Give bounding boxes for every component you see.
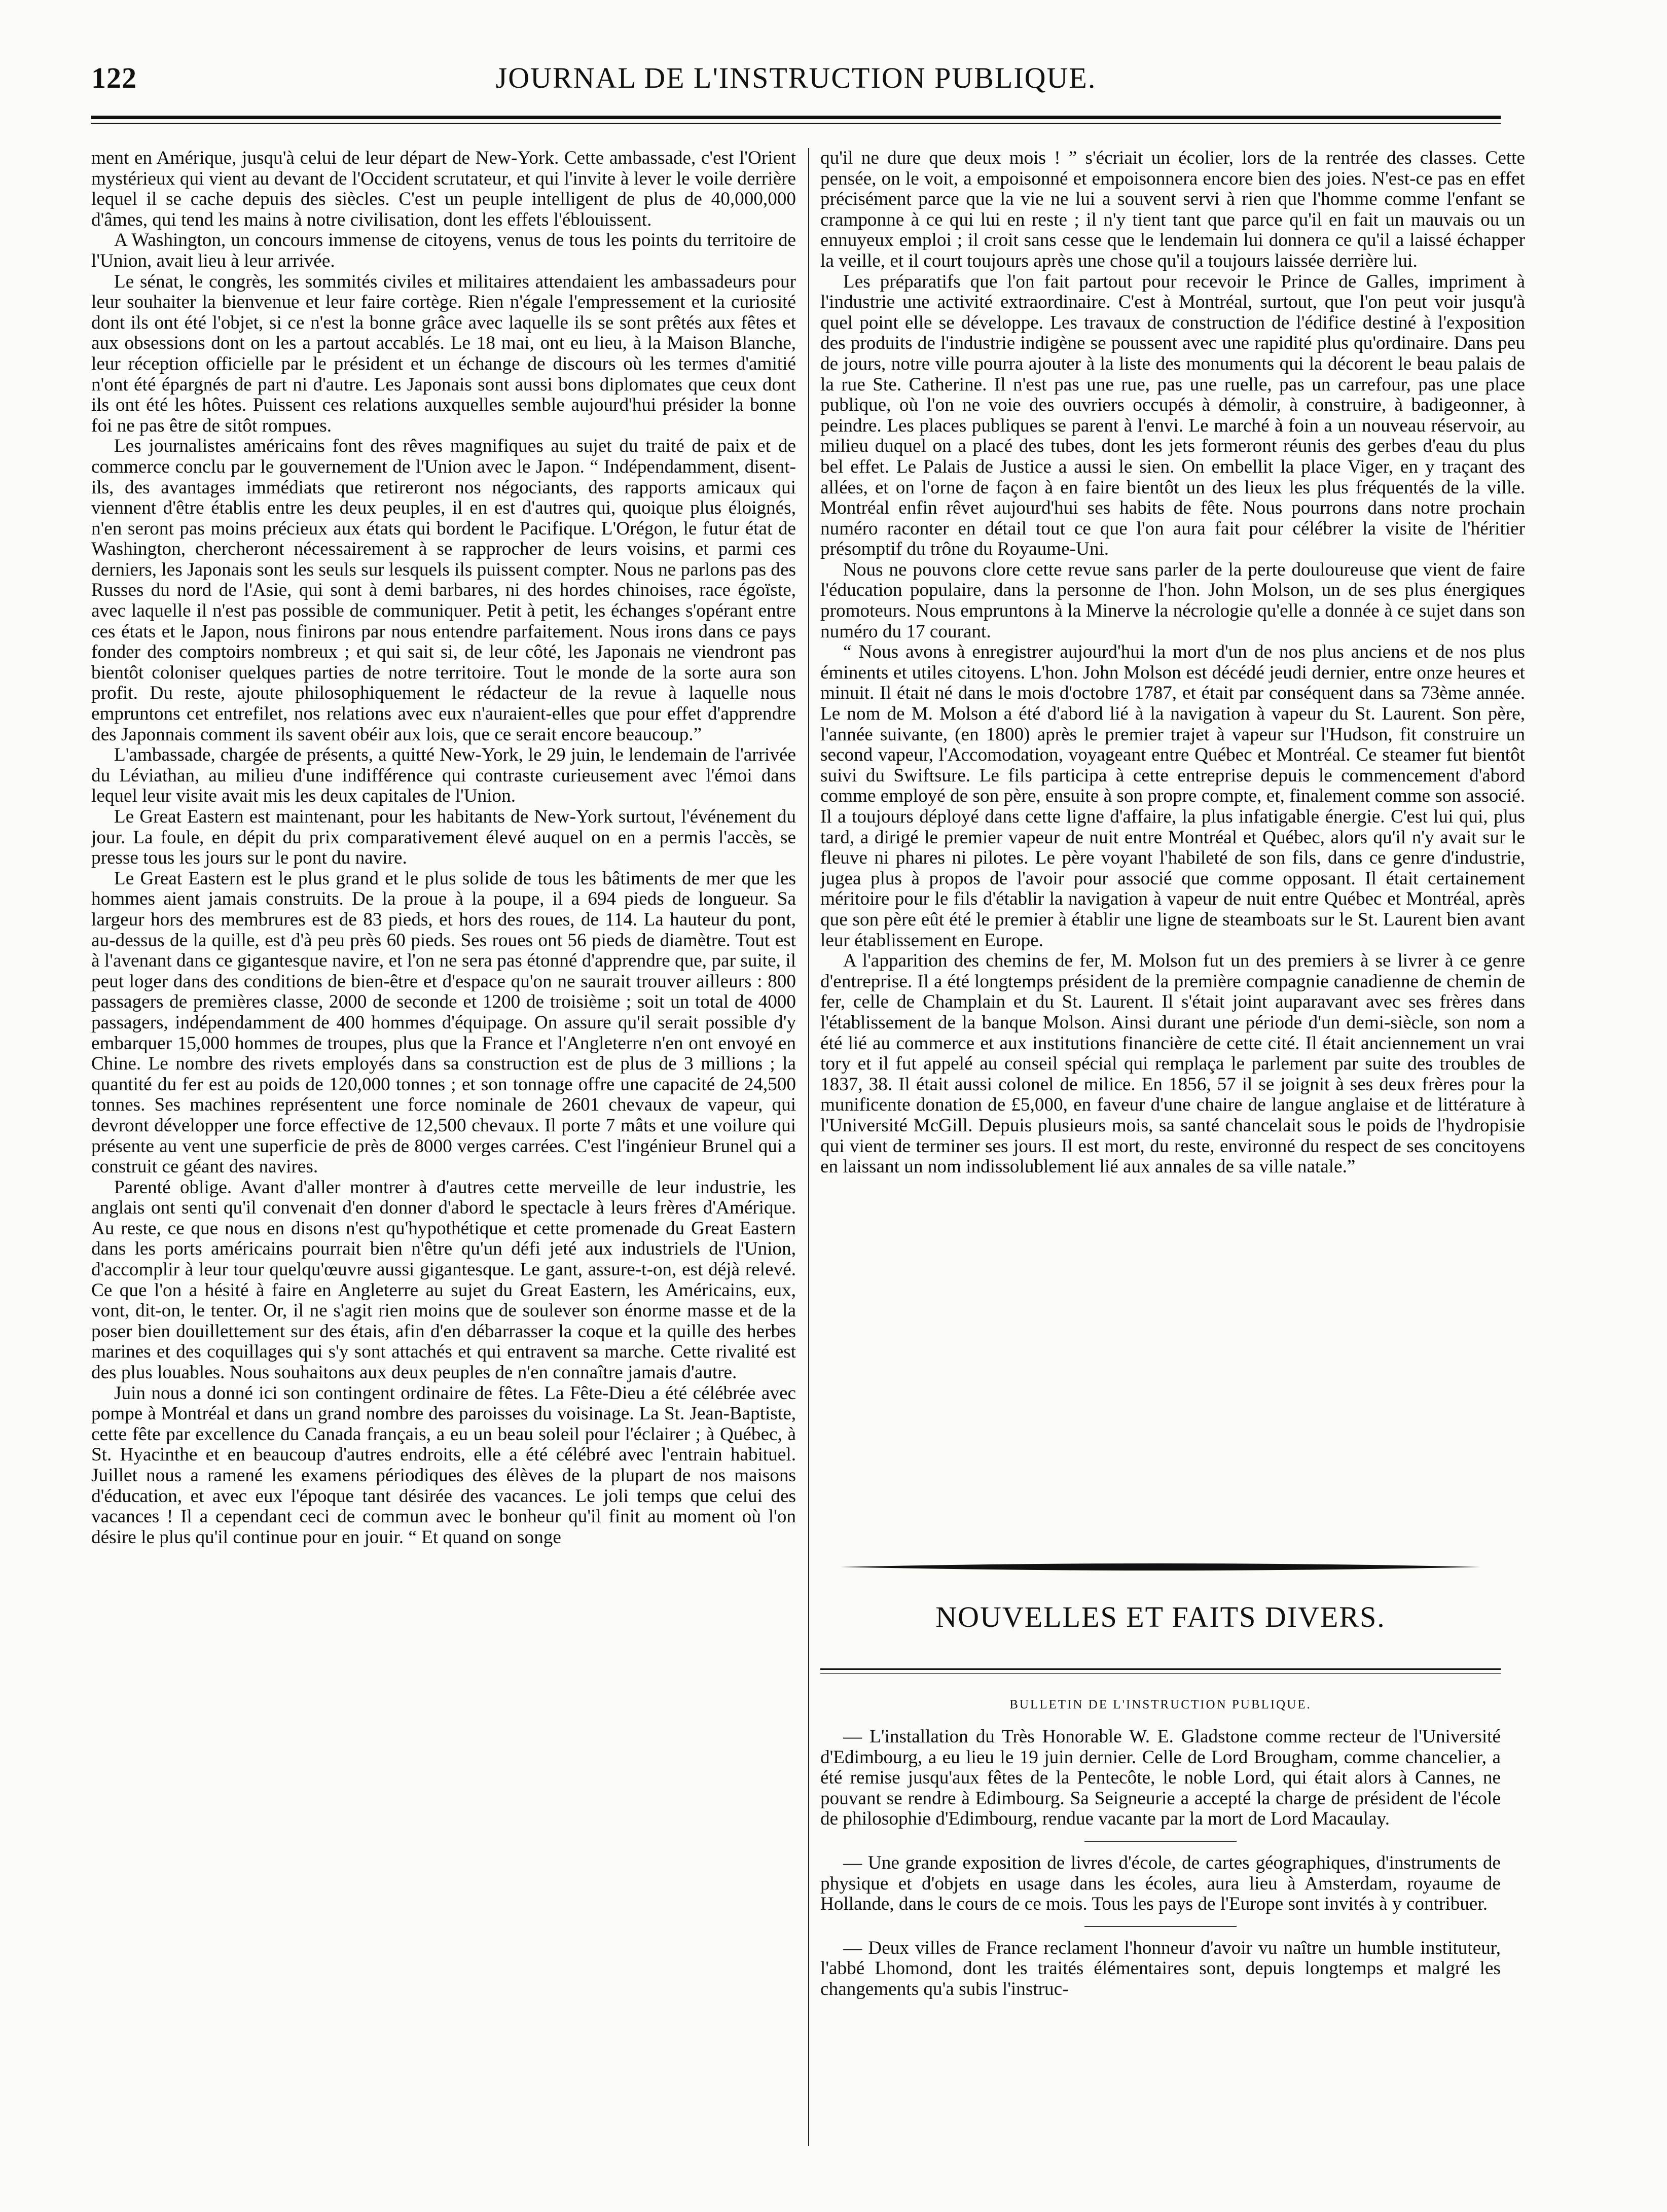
right-column <box>820 148 1525 1474</box>
paragraph: Parenté oblige. Avant d'aller montrer à d'autres cette merveille de leur industrie, les anglais ont senti qu'il convenait d'en donner d'abord le spectacle à leurs frères d'Amérique. Au reste, ce que nous en disons n'est qu'hypothétique et cette promenade du Great Eastern dans les ports américains pourrait bien n'être qu'un défi jeté aux industriels de l'Union, d'accomplir à leur tour quelqu'œuvre aussi gigantesque. Le gant, assure-t-on, est déjà relevé. Ce que l'on a hésité à faire en Angleterre au sujet du Great Eastern, les Américains, eux, vont, dit-on, le tenter. Or, il ne s'agit rien moins que de soulever son énorme masse et de la poser bien douillettement sur des étais, afin d'en débarrasser la coque et la quille des herbes marines et des coquillages qui s'y sont attachés et qui entravent sa marche. Cette rivalité est des plus louables. Nous souhaitons aux deux peuples de n'en connaître jamais d'autre. <box>91 1176 796 1383</box>
section-rule-bottom <box>820 1673 1501 1674</box>
paragraph: “ Nous avons à enregistrer aujourd'hui la mort d'un de nos plus anciens et de nos plus éminents et utiles citoyens. L'hon. John Molson est décédé jeudi dernier, entre onze heures et minuit. Il était né dans le mois d'octobre 1787, et était par conséquent dans sa 73ème année. Le nom de M. Molson a été d'abord lié à la navigation à vapeur du St. Laurent. Son père, l'année suivante, (en 1800) après le premier trajet à vapeur sur l'Hudson, fit construire un second vapeur, l'Accomodation, voyageant entre Québec et Montréal. Ce steamer fut bientôt suivi du Swiftsure. Le fils participa à cette entreprise depuis le commencement d'abord comme employé de son père, ensuite à son propre compte, et, finalement comme son associé. Il a toujours déployé dans cette ligne d'affaire, la plus infatigable énergie. C'est lui qui, plus tard, a dirigé le premier vapeur de nuit entre Montréal et Québec, alors qu'il n'y avait sur le fleuve ni phares ni pilotes. Le père voyant l'habileté de son fils, dans ce genre d'industrie, jugea plus à propos de l'avoir pour associé que comme opposant. Il était certainement méritoire pour le fils d'établir la navigation à vapeur de nuit entre Québec et Montréal, après que son père eût été le premier à établir une ligne de steamboats sur le St. Laurent bien avant leur établissement en Europe. <box>820 641 1525 951</box>
column-divider <box>808 148 809 2146</box>
left-column <box>91 148 796 2161</box>
page-header <box>91 61 1501 101</box>
item-separator <box>1084 1841 1237 1842</box>
paragraph: A Washington, un concours immense de citoyens, venus de tous les points du territoire de l'Union, avait lieu à leur arrivée. <box>91 230 796 271</box>
section-rule-top <box>820 1668 1501 1670</box>
page-number: 122 <box>91 61 137 94</box>
paragraph: A l'apparition des chemins de fer, M. Molson fut un des premiers à se livrer à ce genre d'entreprise. Il a été longtemps président de la première compagnie canadienne de chemin de fer, celle de Champlain et du St. Laurent. Il s'était joint auparavant avec ses frères dans l'établissement de la banque Molson. Ainsi durant une période d'un demi-siècle, son nom a été lié au commerce et aux institutions financière de cette cité. Il était anciennement un vrai tory et il fut appelé au conseil spécial qui remplaça le parlement par suite des troubles de 1837, 38. Il était aussi colonel de milice. En 1856, 57 il se joignit à ses deux frères pour la munificente donation de £5,000, en faveur d'une chaire de langue anglaise et de littérature à l'Université McGill. Depuis plusieurs mois, sa santé chancelait sous le poids de l'hydropisie qui vient de terminer ses jours. Il est mort, du reste, environné du respect de ses concitoyens en laissant un nom indissolublement lié aux annales de sa ville natale.” <box>820 950 1525 1178</box>
paragraph: Les journalistes américains font des rêves magnifiques au sujet du traité de paix et de commerce conclu par le gouvernement de l'Union avec le Japon. “ Indépendamment, disent-ils, des avantages immédiats que retireront nos négociants, des rapports amicaux qui viennent d'être établis entre les deux peuples, il en est d'autres qui, quoique plus éloignés, n'en seront pas moins précieux aux états qui bordent le Pacifique. L'Orégon, le futur état de Washington, chercheront nécessairement à se rapprocher de leurs voisins, et parmi ces derniers, les Japonais sont les seuls sur lesquels ils puissent compter. Nous ne parlons pas des Russes du nord de l'Asie, qui sont à demi barbares, ni des hordes chinoises, race égoïste, avec laquelle il n'est pas possible de communiquer. Petit à petit, les échanges s'opérant entre ces états et le Japon, nous finirons par nous entendre parfaitement. Nous irons dans ce pays fonder des comptoirs nombreux ; et qui sait si, de leur côté, les Japonais ne viendront pas bientôt coloniser quelques parties de notre territoire. Tout le monde de la sorte aura son profit. Du reste, ajoute philosophiquement le rédacteur de la revue à laquelle nous empruntons cet entrefilet, nos relations avec eux n'auraient-elles que pour effet d'apprendre des Japonnais comment ils savent obéir aux lois, que ce serait encore beaucoup.” <box>91 436 796 745</box>
news-item: — Deux villes de France reclament l'honneur d'avoir vu naître un humble instituteur, l'abbé Lhomond, dont les traités élémentaires sont, depuis longtemps et malgré les changements qu'a subis l'instruc- <box>820 1937 1501 2000</box>
paragraph: Les préparatifs que l'on fait partout pour recevoir le Prince de Galles, impriment à l'industrie une activité extraordinaire. C'est à Montréal, surtout, que l'on peut voir jusqu'à quel point elle se développe. Les travaux de construction de l'édifice destiné à l'exposition des produits de l'industrie indigène se poussent avec une rapidité plus qu'ordinaire. Dans peu de jours, notre ville pourra ajouter à la liste des monuments qui la décorent le beau palais de la rue Ste. Catherine. Il n'est pas une rue, pas une ruelle, pas un carrefour, pas une place publique, où l'on ne voie des ouvriers occupés à démolir, à construire, à badigeonner, à peindre. Les places publiques se parent à l'envi. Le marché à foin a un nouveau réservoir, au milieu duquel on a placé des tubes, dont les jets formeront réunis des gerbes d'eau du plus bel effet. Le Palais de Justice a aussi le sien. On embellit la place Viger, en y traçant des allées, et on l'orne de façon à en faire bientôt un des lieux les plus fréquentés de la ville. Montréal enfin rêvet aujourd'hui ses habits de fête. Nous pourrons dans notre prochain numéro raconter en détail tout ce que l'on aura fait pour célébrer la visite de l'héritier présomptif du trône du Royaume-Uni. <box>820 271 1525 560</box>
paragraph: Le sénat, le congrès, les sommités civiles et militaires attendaient les ambassadeurs pour leur souhaiter la bienvenue et leur faire cortège. Rien n'égale l'empressement et la curiosité dont ils ont été l'objet, si ce n'est la bonne grâce avec laquelle ils se sont prêtés aux fêtes et aux obsessions dont on les a partout accablés. Le 18 mai, ont eu lieu, à la Maison Blanche, leur réception officielle par le président et un échange de discours où les termes d'amitié n'ont été épargnés de part ni d'autre. Les Japonais sont aussi bons diplomates que ceux dont ils ont été les hôtes. Puissent ces relations auxquelles semble aujourd'hui présider la bonne foi ne pas être de sitôt rompues. <box>91 271 796 436</box>
paragraph: L'ambassade, chargée de présents, a quitté New-York, le 29 juin, le lendemain de l'arrivée du Léviathan, au milieu d'une indifférence qui contraste curieusement avec l'émoi dans lequel leur visite avait mis les deux capitales de l'Union. <box>91 744 796 807</box>
paragraph: qu'il ne dure que deux mois ! ” s'écriait un écolier, lors de la rentrée des classes. Cette pensée, on le voit, a empoisonné et empoisonnera encore bien des joies. N'est-ce pas en effet précisément parce que la vie ne lui a souvent servi à rien que l'homme comme l'enfant se cramponne à ce qui lui en reste ; il n'y tient tant que parce qu'il en fait un mauvais ou un ennuyeux emploi ; il croit sans cesse que le lendemain lui donnera ce qu'il a laissé échapper la veille, et il court toujours après une chose qu'il a toujours laissée derrière lui. <box>820 148 1525 271</box>
paragraph: ment en Amérique, jusqu'à celui de leur départ de New-York. Cette ambassade, c'est l'Orient mystérieux qui vient au devant de l'Occident scrutateur, et qui l'invite à lever le voile derrière lequel il se cache depuis des siècles. C'est un peuple intelligent de plus de 40,000,000 d'âmes, qui tend les mains à notre civilisation, dont les effets l'éblouissent. <box>91 148 796 230</box>
item-separator <box>1084 1926 1237 1927</box>
section-title: NOUVELLES ET FAITS DIVERS. <box>935 1600 1386 1633</box>
bulletin-heading: BULLETIN DE L'INSTRUCTION PUBLIQUE. <box>1009 1698 1312 1711</box>
paragraph: Juin nous a donné ici son contingent ordinaire de fêtes. La Fête-Dieu a été célébrée avec pompe à Montréal et dans un grand nombre des paroisses du voisinage. La St. Jean-Baptiste, cette fête par excellence du Canada français, a eu un beau soleil pour l'éclairer ; à Québec, à St. Hyacinthe et en beaucoup d'autres endroits, elle a été célébré avec l'entrain habituel. Juillet nous a ramené les examens périodiques des élèves de la plupart de nos maisons d'éducation, et avec eux l'époque tant désirée des vacances. Le joli temps que celui des vacances ! Il a cependant ceci de commun avec le bonheur qu'il finit au moment où l'on désire le plus qu'il continue pour en jouir. “ Et quand on songe <box>91 1382 796 1548</box>
ornamental-rule <box>820 1561 1501 1573</box>
header-rule-thick <box>91 116 1501 119</box>
news-item: — Une grande exposition de livres d'école, de cartes géographiques, d'instruments de physique et d'objets en usage dans les écoles, aura lieu à Amsterdam, royaume de Hollande, dans le cours de ce mois. Tous les pays de l'Europe sont invités à y contribuer. <box>820 1852 1501 1915</box>
header-rule-thin <box>91 123 1501 124</box>
news-items <box>820 1727 1501 2183</box>
news-item: — L'installation du Très Honorable W. E. Gladstone comme recteur de l'Université d'Edimbourg, a eu lieu le 19 juin dernier. Celle de Lord Brougham, comme chancelier, a été remise jusqu'aux fêtes de la Pentecôte, le noble Lord, qui était alors à Cannes, ne pouvant se rendre à Edimbourg. Sa Seigneurie a accepté la charge de président de l'école de philosophie d'Edimbourg, rendue vacante par la mort de Lord Macaulay. <box>820 1727 1501 1830</box>
journal-title: JOURNAL DE L'INSTRUCTION PUBLIQUE. <box>495 61 1097 94</box>
paragraph: Le Great Eastern est maintenant, pour les habitants de New-York surtout, l'événement du jour. La foule, en dépit du prix comparativement élevé auquel on en a permis l'accès, se presse tous les jours sur le pont du navire. <box>91 806 796 869</box>
paragraph: Le Great Eastern est le plus grand et le plus solide de tous les bâtiments de mer que les hommes aient jamais construits. De la proue à la poupe, il a 694 pieds de longueur. Sa largeur hors des membrures est de 83 pieds, et hors des roues, de 114. La hauteur du pont, au-dessus de la quille, est d'à peu près 60 pieds. Ses roues ont 56 pieds de diamètre. Tout est à l'avenant dans ce gigantesque navire, et l'on ne sera pas étonné d'apprendre que, par suite, il peut loger dans des conditions de bien-être et d'espace qu'on ne saurait trouver ailleurs : 800 passagers de premières classe, 2000 de seconde et 1200 de troisième ; soit un total de 4000 passagers, indépendamment de 400 hommes d'équipage. On assure qu'il serait possible d'y embarquer 15,000 hommes de troupes, plus que la France et l'Angleterre n'en ont envoyé en Chine. Le nombre des rivets employés dans sa construction est de plus de 3 millions ; la quantité du fer est au poids de 120,000 tonnes ; et son tonnage offre une capacité de 24,500 tonnes. Ses machines représentent une force nominale de 2601 chevaux de vapeur, qui devront développer une force effective de 12,500 chevaux. Il porte 7 mâts et une voilure qui présente au vent une superficie de près de 8000 verges carrées. C'est l'ingénieur Brunel qui a construit ce géant des navires. <box>91 868 796 1178</box>
paragraph: Nous ne pouvons clore cette revue sans parler de la perte douloureuse que vient de faire l'éducation populaire, dans la personne de l'hon. John Molson, un de ses plus énergiques promoteurs. Nous empruntons à la Minerve la nécrologie qu'elle a donnée à ce sujet dans son numéro du 17 courant. <box>820 559 1525 642</box>
